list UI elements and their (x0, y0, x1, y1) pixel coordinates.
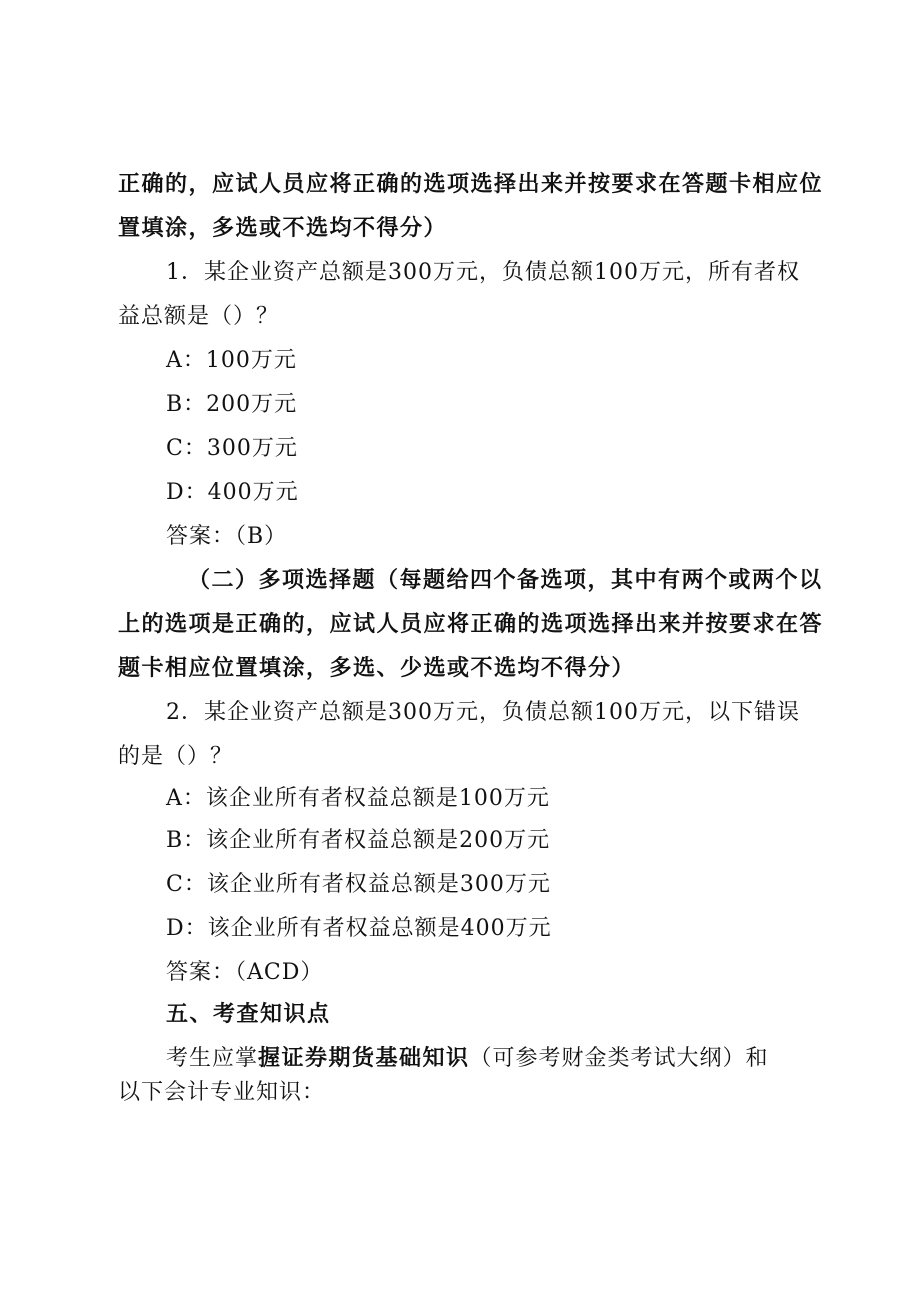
question-1-option-d: D：400万元 (166, 480, 299, 505)
section-5-heading: 五、考查知识点 (166, 1002, 331, 1027)
question-1-option-b: B：200万元 (166, 392, 298, 417)
paragraph-suffix: （可参考财金类考试大纲）和 (469, 1046, 769, 1071)
question-2-answer: 答案：（ACD） (166, 960, 324, 985)
single-choice-intro-line-1: 正确的，应试人员应将正确的选项选择出来并按要求在答题卡相应位 (118, 172, 824, 197)
question-2-line-2: 的是（）？ (118, 744, 234, 769)
question-2-option-a: A：该企业所有者权益总额是100万元 (166, 786, 550, 811)
question-1-line-2: 益总额是（）？ (118, 304, 280, 329)
question-1-line-1: 1．某企业资产总额是300万元，负债总额100万元，所有者权 (166, 260, 800, 285)
single-choice-intro-line-2: 置填涂，多选或不选均不得分） (118, 216, 448, 241)
question-2-option-c: C：该企业所有者权益总额是300万元 (166, 872, 551, 897)
question-2-option-b: B：该企业所有者权益总额是200万元 (166, 828, 551, 853)
section-5-paragraph-line-1 (166, 1044, 769, 1074)
question-2-line-1: 2．某企业资产总额是300万元，负债总额100万元，以下错误 (166, 700, 800, 725)
paragraph-prefix: 考生应掌 (166, 1046, 259, 1071)
question-2-option-d: D：该企业所有者权益总额是400万元 (166, 916, 552, 941)
multi-choice-heading-line-2: 上的选项是正确的，应试人员应将正确的选项选择出来并按要求在答 (118, 612, 824, 637)
section-5-paragraph-line-2: 以下会计专业知识： (118, 1080, 326, 1105)
multi-choice-heading-line-3: 题卡相应位置填涂，多选、少选或不选均不得分） (118, 656, 636, 681)
question-1-answer: 答案：（B） (166, 524, 288, 549)
paragraph-bold-emphasis: 握证券期货基础知识 (258, 1046, 470, 1071)
question-1-option-c: C：300万元 (166, 436, 298, 461)
question-1-option-a: A：100万元 (166, 348, 297, 373)
multi-choice-heading-line-1: （二）多项选择题（每题给四个备选项，其中有两个或两个以 (188, 568, 823, 593)
